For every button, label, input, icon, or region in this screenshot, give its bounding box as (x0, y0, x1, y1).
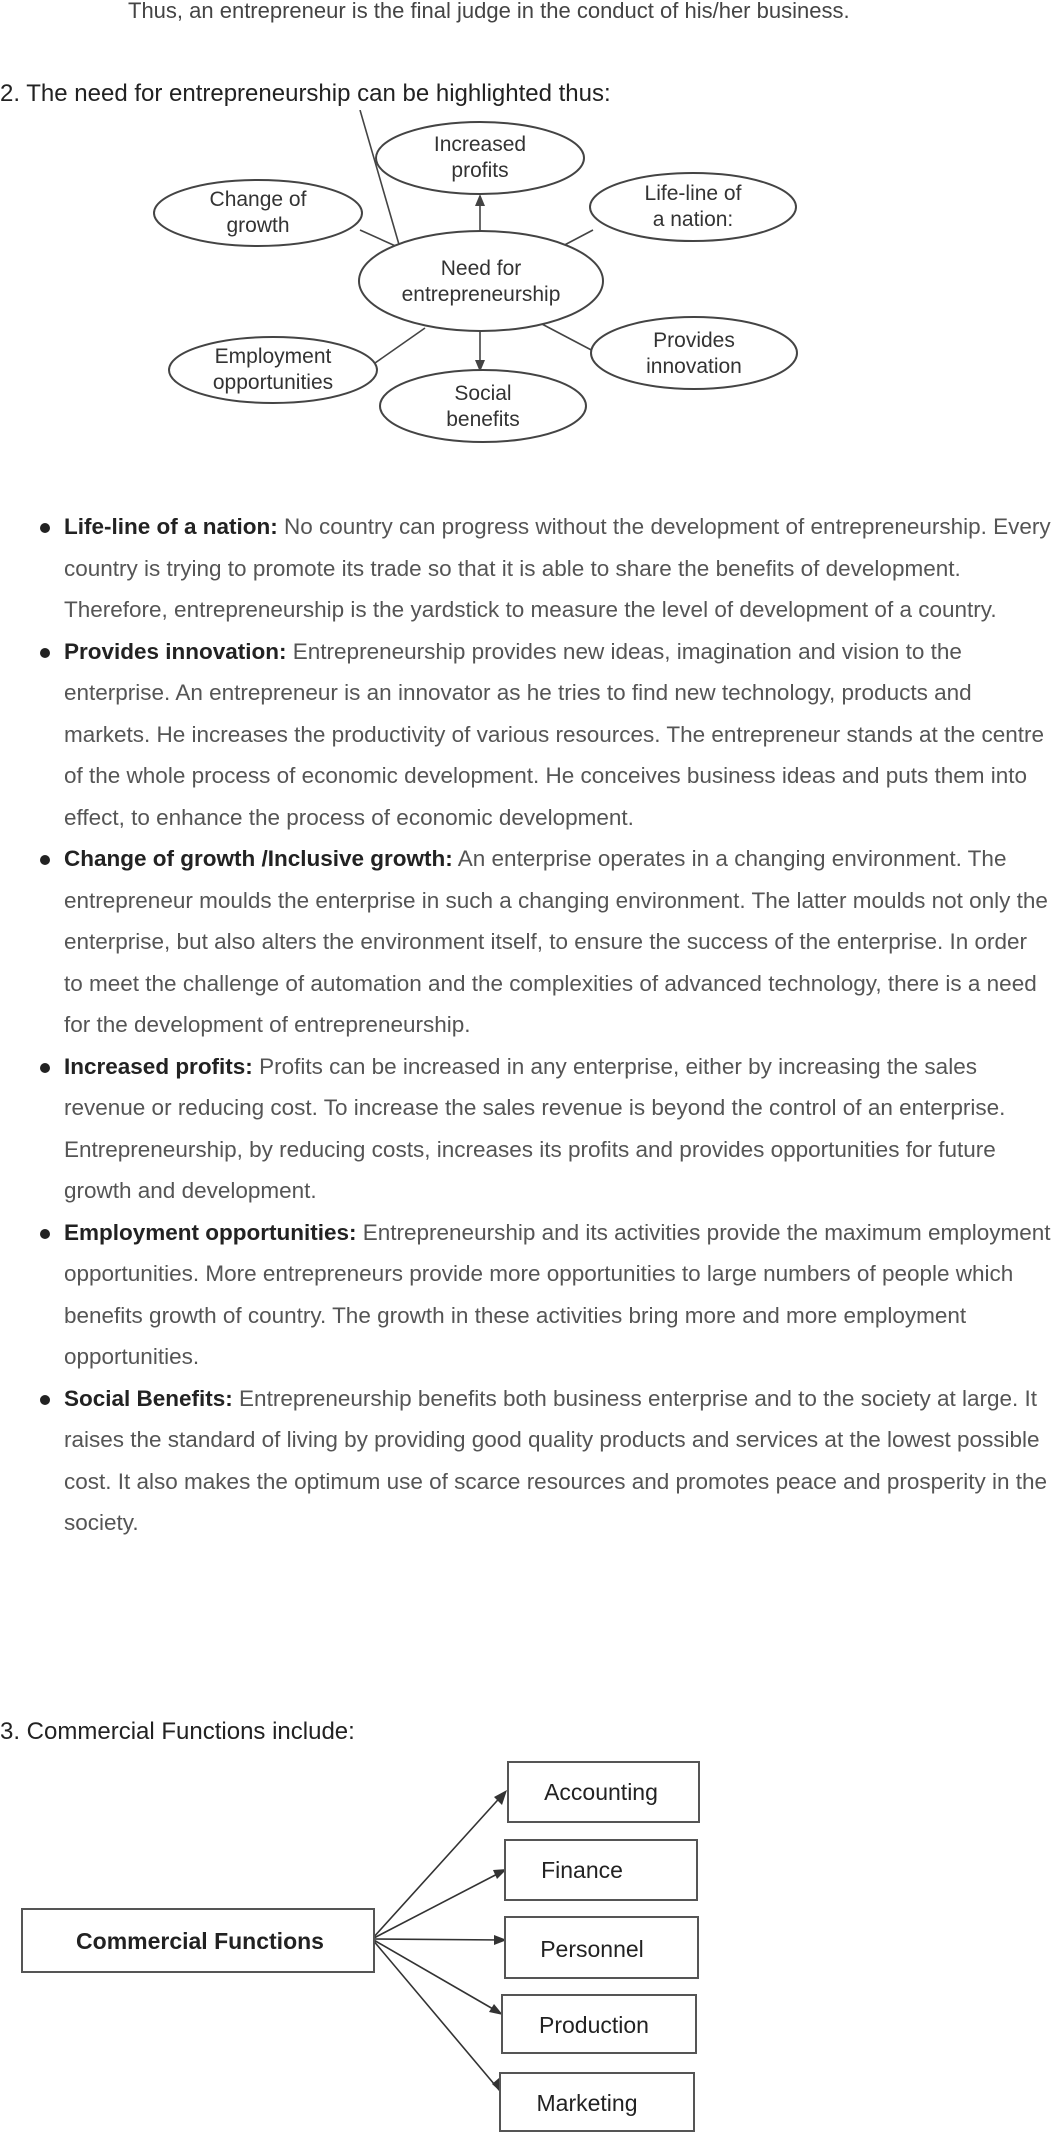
bullet-text: Entrepreneurship benefits both business enterprise and to the society at large. It raises the standard of living by providing good quality products and services at the lowest possible cost. It also makes the optimum use of scarce resources and promotes peace and prosperity in the society. (64, 1385, 1047, 1535)
source-label: Commercial Functions (76, 1928, 324, 1954)
bullet-text: Entrepreneurship and its activities provide the maximum employment opportunities. More entrepreneurs provide more opportunities to large numbers of people which benefits growth of country. The growth in these activities bring more and more employment opportunities. (64, 1219, 1051, 1369)
employment-line1: Employment (214, 345, 332, 368)
change-line2: growth (226, 214, 290, 237)
bullet-term: Life-line of a nation: (64, 514, 278, 539)
bullet-text: Entrepreneurship provides new ideas, imagination and vision to the enterprise. An entrepreneur is an innovator as he tries to find new technology, products and markets. He increases the productivity of various resources. The entrepreneur stands at the centre of the whole process of economic development. He conceives business ideas and puts them into effect, to enhance the process of economic development. (64, 638, 1045, 830)
profits-line1: Increased (433, 133, 527, 156)
commercial-functions-diagram (0, 1750, 1051, 2140)
bullet-term: Social Benefits: (64, 1385, 233, 1411)
section-3-heading: 3. Commercial Functions include: (0, 1718, 355, 1745)
target-label: Production (539, 2012, 649, 2038)
lifeline-line2: a nation: (652, 208, 734, 231)
innovation-line1: Provides (653, 329, 735, 352)
bullet-text: An enterprise operates in a changing environment. The entrepreneur moulds the enterprise in such a changing environment. The latter moulds not only the enterprise, but also alters the environment itself, to ensure the success of the enterprise. In order to meet the challenge of automation and the complexities of advanced technology, there is a need for the development of entrepreneurship. (64, 846, 1048, 1037)
node-social (380, 370, 586, 442)
bullet-term: Employment opportunities: (64, 1219, 357, 1245)
node-innovation (591, 317, 797, 389)
arrow-personnel (372, 1939, 505, 1940)
arrow-production (372, 1939, 500, 2013)
arrow-marketing (372, 1939, 500, 2091)
connector-innovation (540, 323, 597, 353)
list-item (40, 1046, 1051, 1212)
bullet-text: No country can progress without the development of entrepreneurship. Every country is trying to promote its trade so that it is able to share the benefits of development. Therefore, entrepreneurship is the yardstick to measure the level of development of a country. (64, 514, 1051, 622)
lifeline-line1: Life-line of (644, 182, 742, 205)
bullet-text: Profits can be increased in any enterprise, either by increasing the sales revenue or reducing cost. To increase the sales revenue is beyond the control of an enterprise. Entrepreneurship, by reducing costs, increases its profits and provides opportunities for future growth and development. (64, 1053, 1006, 1203)
bullet-term: Increased profits: (64, 1053, 253, 1079)
list-item (40, 631, 1051, 839)
connector-employment (375, 328, 425, 363)
arrow-head-production (489, 2004, 503, 2015)
need-diagram (0, 110, 1051, 460)
change-line1: Change of (209, 188, 307, 211)
arrow-accounting (372, 1792, 505, 1939)
list-item (40, 1378, 1051, 1544)
list-item (40, 838, 1051, 1046)
bullet-term: Provides innovation: (64, 638, 287, 664)
social-line2: benefits (446, 408, 520, 431)
bullet-term: Change of growth /Inclusive growth: (64, 846, 453, 871)
target-label: Personnel (540, 1936, 644, 1962)
arrow-head-profits (475, 194, 485, 206)
target-label: Finance (541, 1857, 623, 1883)
node-center (359, 231, 603, 331)
innovation-line2: innovation (646, 355, 742, 378)
target-label: Marketing (536, 2090, 638, 2116)
need-bullet-list (40, 506, 1051, 1544)
intro-text: Thus, an entrepreneur is the final judge in the conduct of his/her business. (128, 0, 850, 23)
center-line2: entrepreneurship (401, 283, 561, 306)
center-line1: Need for (440, 257, 522, 280)
social-line1: Social (454, 382, 512, 405)
arrow-finance (372, 1870, 505, 1939)
section-2-heading: 2. The need for entrepreneurship can be highlighted thus: (0, 80, 611, 107)
list-item (40, 506, 1051, 631)
list-item (40, 1212, 1051, 1378)
profits-line2: profits (451, 159, 509, 182)
target-label: Accounting (544, 1779, 658, 1805)
employment-line2: opportunities (212, 371, 334, 394)
